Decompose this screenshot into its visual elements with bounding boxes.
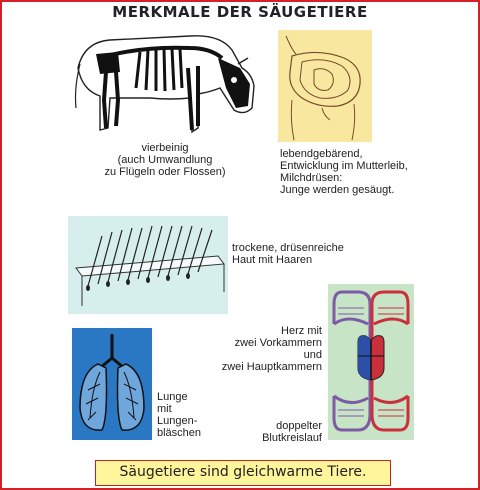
lung-caption-line-3: Lungen- bbox=[157, 415, 198, 427]
lung-caption bbox=[157, 391, 217, 439]
heart-caption-line-2: zwei Vorkammern bbox=[234, 337, 322, 349]
lung-caption-line-1: Lunge bbox=[157, 391, 188, 403]
skin-caption-line-2: Haut mit Haaren bbox=[232, 254, 313, 266]
footer-statement: Säugetiere sind gleichwarme Tiere. bbox=[95, 460, 391, 486]
birth-caption-line-4: Junge werden gesäugt. bbox=[280, 184, 395, 196]
heart-caption-line-3: und bbox=[303, 349, 322, 361]
lung-caption-line-4: bläschen bbox=[157, 427, 202, 439]
circulation-illustration bbox=[328, 284, 414, 440]
birth-caption-line-1: lebendgebärend, bbox=[280, 148, 363, 160]
circulation-caption-line-2: Blutkreislauf bbox=[262, 432, 322, 444]
skin-hair-illustration bbox=[68, 216, 228, 314]
page-title: MERKMALE DER SÄUGETIERE bbox=[112, 3, 368, 21]
heart-caption-line-4: zwei Hauptkammern bbox=[221, 361, 322, 373]
legs-caption-line-1: vierbeinig bbox=[141, 142, 189, 154]
cow-skeleton-illustration bbox=[70, 28, 260, 138]
circulation-caption bbox=[232, 420, 322, 444]
legs-caption bbox=[80, 142, 250, 178]
skin-caption-line-1: trockene, drüsenreiche bbox=[232, 242, 344, 254]
circulation-caption-line-1: doppelter bbox=[276, 420, 322, 432]
birth-caption-line-3: Milchdrüsen: bbox=[280, 172, 343, 184]
legs-caption-line-3: zu Flügeln oder Flossen) bbox=[104, 166, 226, 178]
skin-caption bbox=[232, 242, 382, 266]
uterus-illustration bbox=[278, 30, 372, 142]
birth-caption-line-2: Entwicklung im Mutterleib, bbox=[280, 160, 408, 172]
lungs-illustration bbox=[72, 328, 152, 440]
lung-caption-line-2: mit bbox=[157, 403, 172, 415]
legs-caption-line-2: (auch Umwandlung bbox=[117, 154, 213, 166]
heart-caption bbox=[202, 325, 322, 373]
birth-caption bbox=[280, 148, 450, 196]
heart-caption-line-1: Herz mit bbox=[281, 325, 322, 337]
